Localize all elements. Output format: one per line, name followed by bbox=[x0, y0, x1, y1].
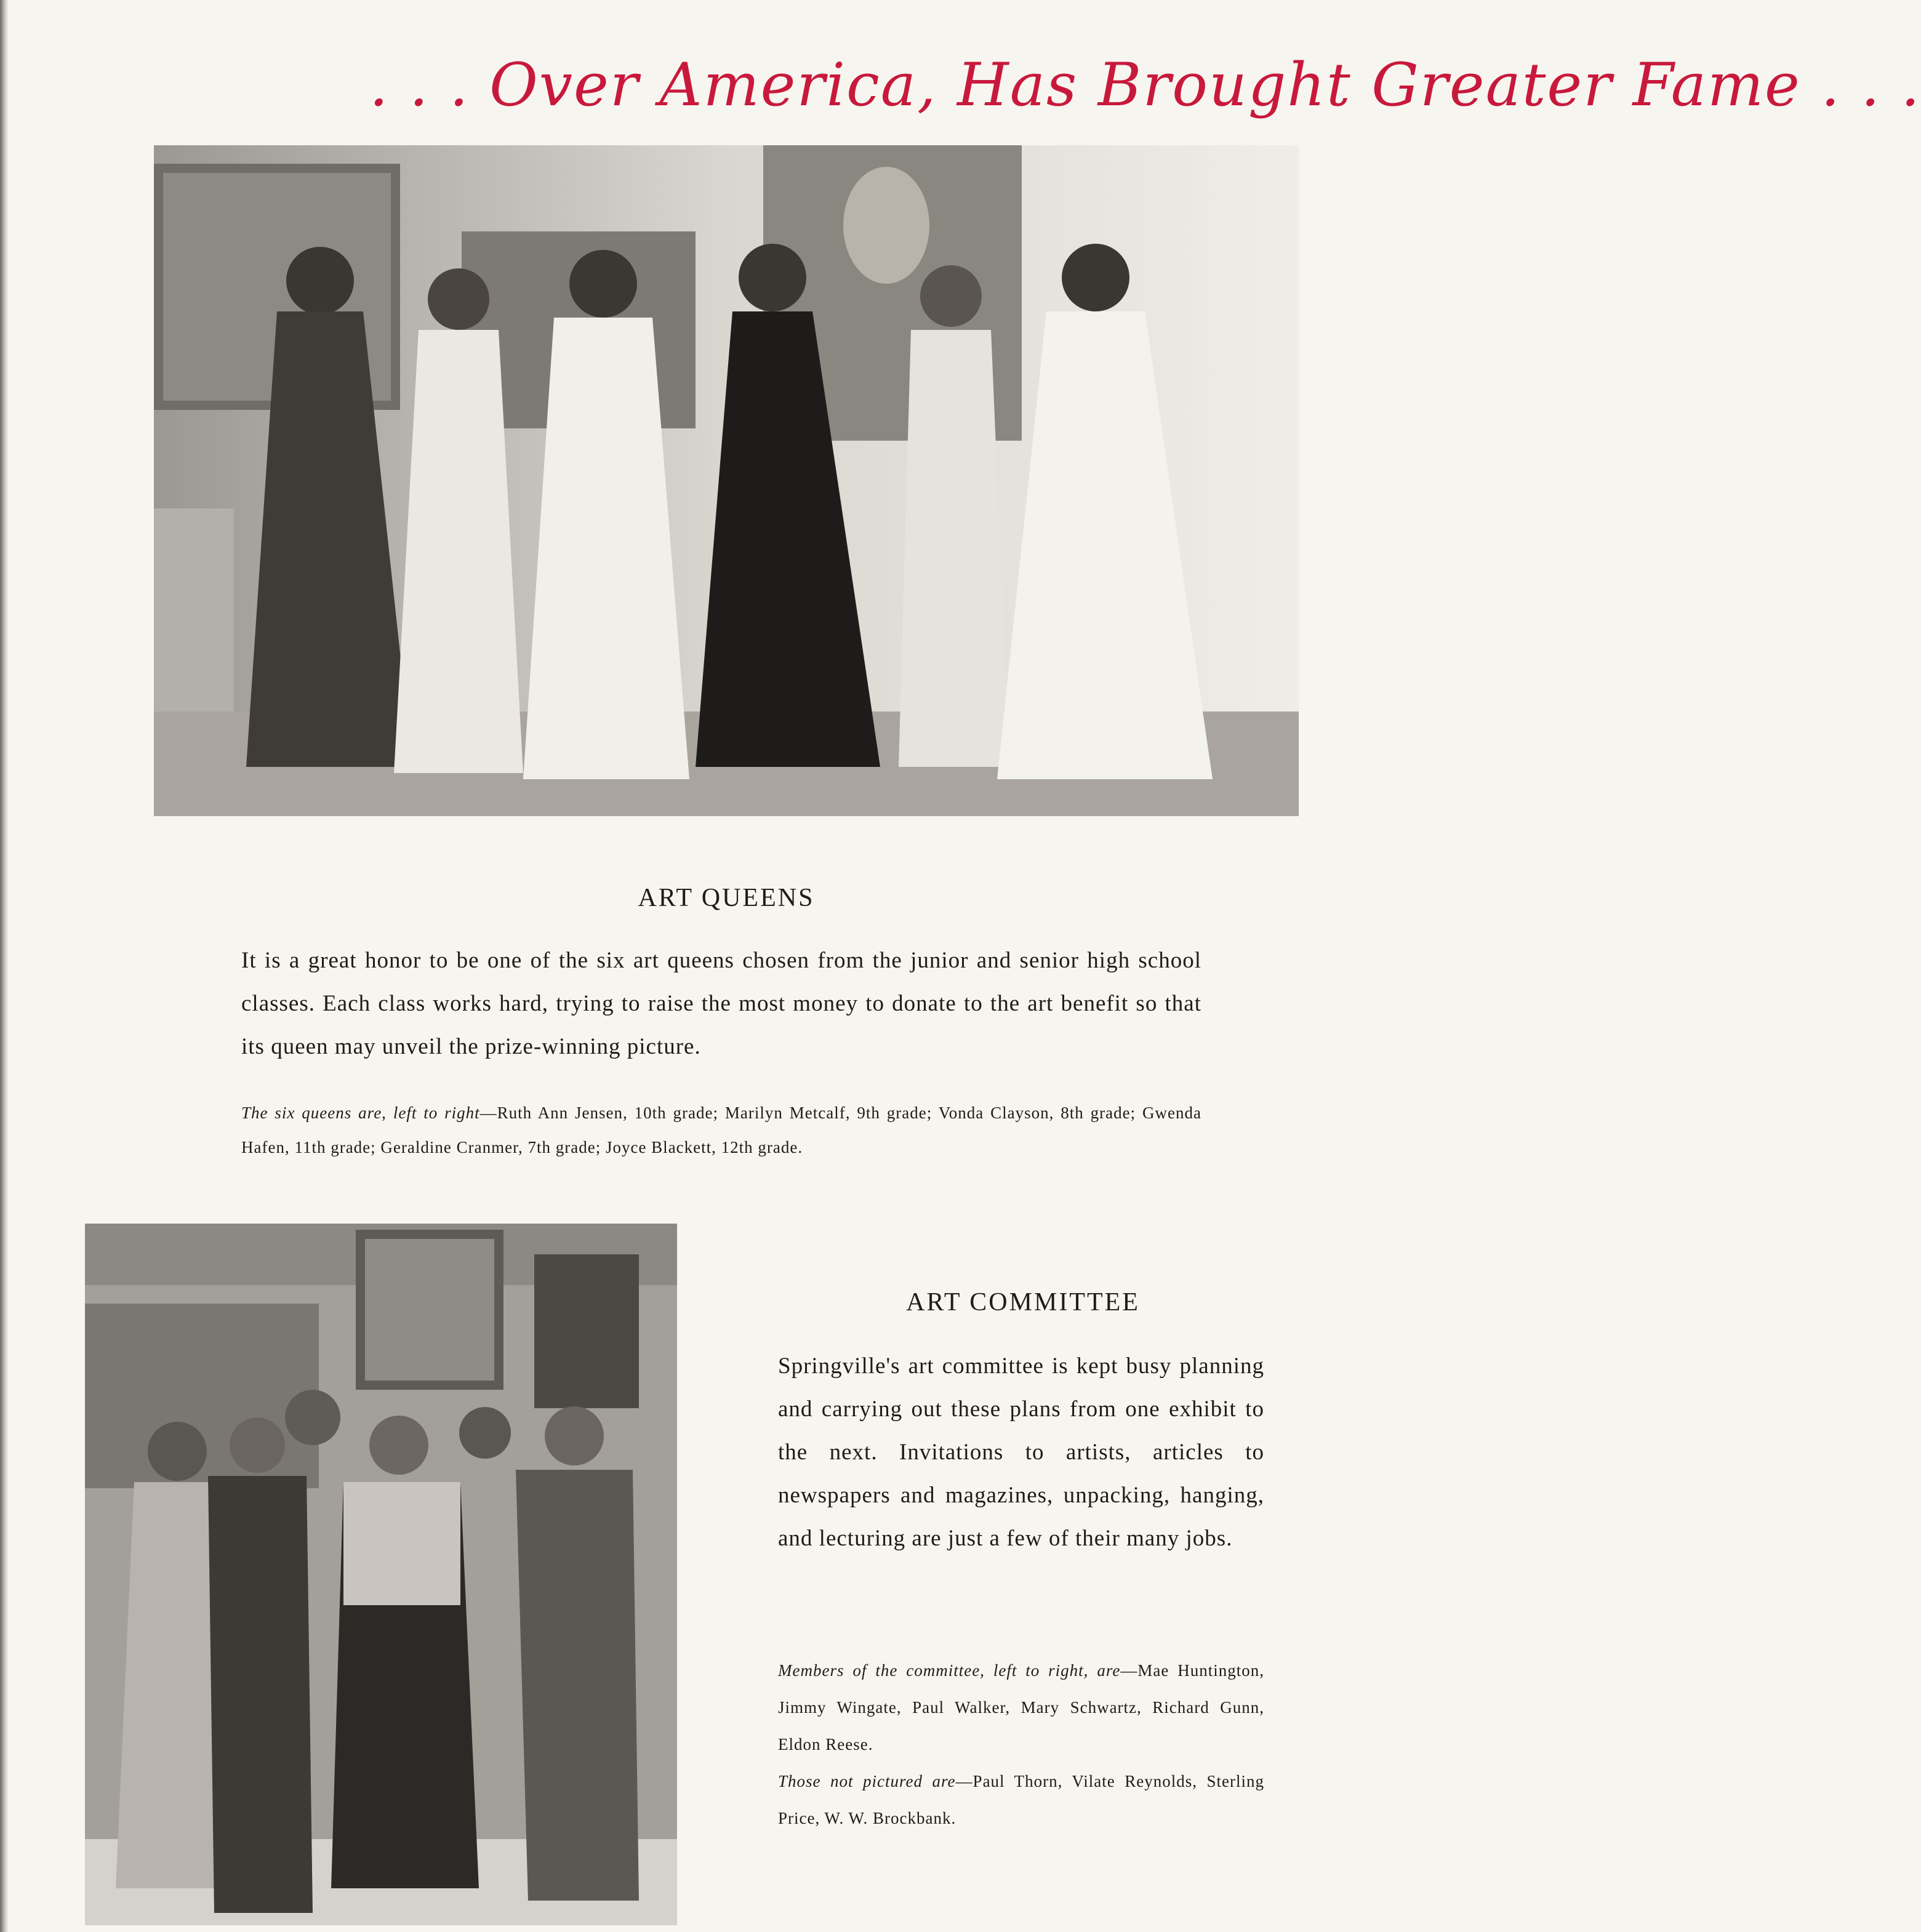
art-committee-caption-text: —Mae Huntington, Jimmy Wingate, Paul Walker, Mary Schwartz, Richard Gunn, Eldon Reese. bbox=[778, 1661, 1264, 1754]
page-headline: . . . Over America, Has Brought Greater Fame . . . bbox=[369, 50, 1921, 119]
art-committee-not-pictured-caption bbox=[778, 1763, 1264, 1837]
page-binding-edge bbox=[0, 0, 9, 1932]
art-queens-body: It is a great honor to be one of the six art queens chosen from the junior and senior high school classes. Each class works hard, trying to raise the most money to donate to the art benefit so that its queen may unveil the prize-winning picture. bbox=[241, 948, 1201, 1059]
art-queens-photo bbox=[154, 145, 1299, 816]
art-queens-title: ART QUEENS bbox=[638, 884, 815, 912]
art-queens-caption bbox=[241, 1096, 1201, 1164]
art-queens-caption-lead: The six queens are, left to right bbox=[241, 1104, 480, 1122]
art-committee-caption2-lead: Those not pictured are bbox=[778, 1772, 956, 1790]
art-committee-title: ART COMMITTEE bbox=[906, 1288, 1140, 1317]
art-committee-photo bbox=[85, 1224, 677, 1925]
art-committee-caption bbox=[778, 1652, 1264, 1837]
art-committee-body: Springville's art committee is kept busy planning and carrying out these plans from one exhibit to the next. Invitations to artists, articles to newspapers and magazines, unpacking, hanging, and lecturing are just a few of their many jobs. bbox=[778, 1353, 1264, 1551]
art-committee-caption-lead: Members of the committee, left to right, are bbox=[778, 1661, 1121, 1680]
art-committee-members-caption bbox=[778, 1652, 1264, 1763]
art-queens-caption-text: —Ruth Ann Jensen, 10th grade; Marilyn Metcalf, 9th grade; Vonda Clayson, 8th grade; Gwenda Hafen, 11th grade; Geraldine Cranmer, 7th grade; Joyce Blackett, 12th grade. bbox=[241, 1104, 1201, 1156]
art-committee-caption2-text: —Paul Thorn, Vilate Reynolds, Sterling Price, W. W. Brockbank. bbox=[778, 1772, 1264, 1827]
